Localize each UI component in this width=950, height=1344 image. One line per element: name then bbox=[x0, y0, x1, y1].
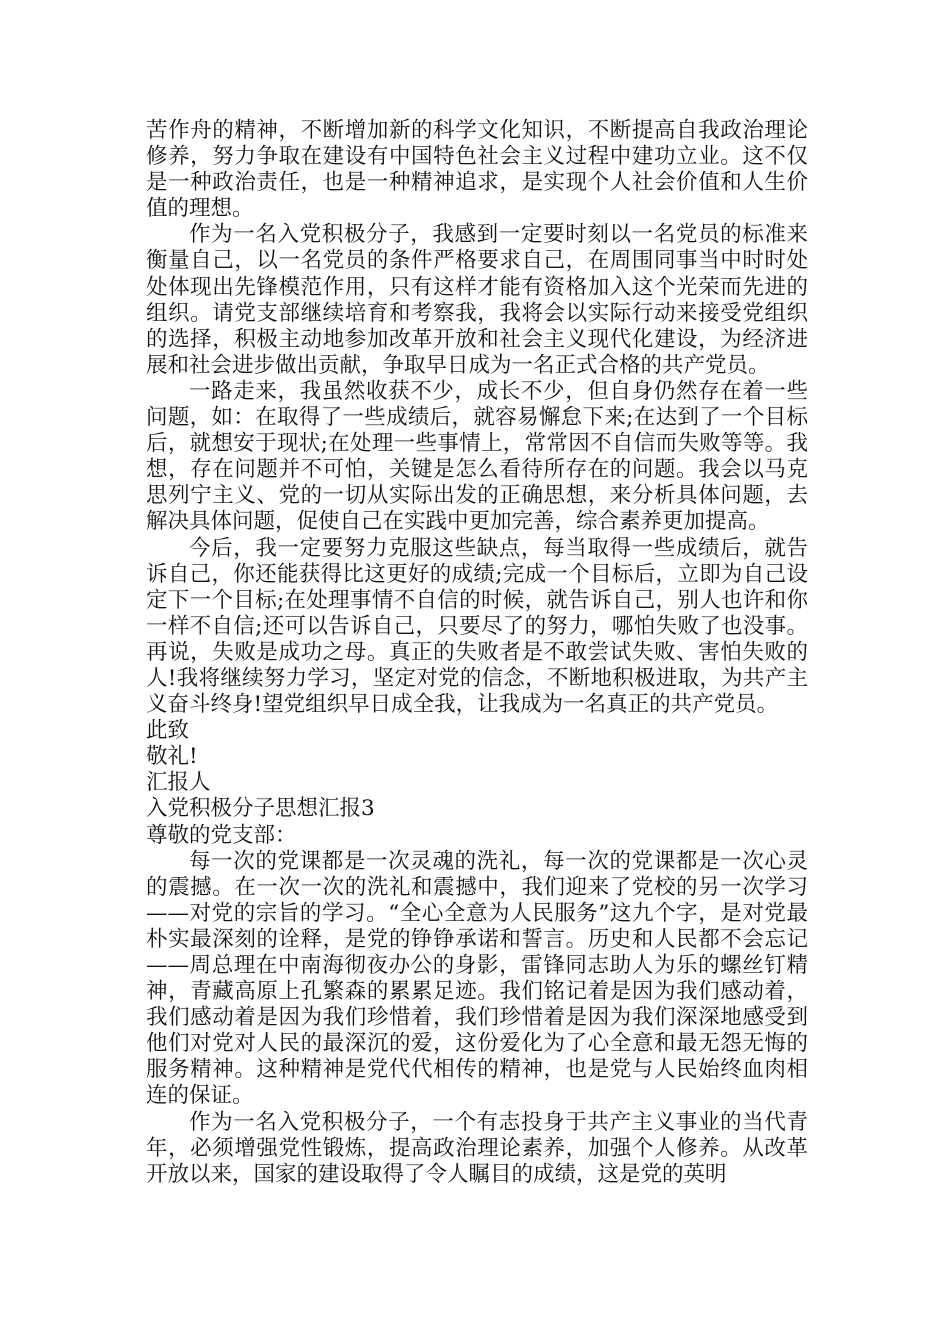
greeting-line: 尊敬的党支部： bbox=[146, 822, 297, 848]
paragraph-future-resolve: 今后，我一定要努力克服这些缺点，每当取得一些成绩后，就告诉自己，你还能获得比这更好的成绩;完成一个目标后，立即为自己设定下一个目标;在处理事情不自信的时候，就告诉自己，别人也许和你一样不自信;还可以告诉自己，只要尽了的努力，哪怕失败了也没事。再说，失败是成功之母。真正的失败者是不敢尝试失败、害怕失败的人!我将继续努力学习，坚定对党的信念，不断地积极进取，为共产主义奋斗终身!望党组织早日成全我，让我成为一名真正的共产党员。 bbox=[146, 535, 808, 718]
paragraph-self-problems: 一路走来，我虽然收获不少，成长不少，但自身仍然存在着一些问题，如：在取得了一些成绩后，就容易懈怠下来;在达到了一个目标后，就想安于现状;在处理一些事情上，常常因不自信而失败等等。我想，存在问题并不可怕，关键是怎么看待所存在的问题。我会以马克思列宁主义、党的一切从实际出发的正确思想，来分析具体问题，去解决具体问题，促使自己在实践中更加完善，综合素养更加提高。 bbox=[146, 378, 808, 535]
document-body bbox=[146, 118, 808, 1188]
paragraph-party-lesson: 每一次的党课都是一次灵魂的洗礼，每一次的党课都是一次心灵的震撼。在一次一次的洗礼和震撼中，我们迎来了党校的另一次学习——对党的宗旨的学习。“全心全意为人民服务”这九个字，是对党最朴实最深刻的诠释，是党的铮铮承诺和誓言。历史和人民都不会忘记——周总理在中南海彻夜办公的身影，雷锋同志助人为乐的螺丝钉精神，青藏高原上孔繁森的累累足迹。我们铭记着是因为我们感动着，我们感动着是因为我们珍惜着，我们珍惜着是因为我们深深地感受到他们对党对人民的最深沉的爱，这份爱化为了心全意和最无怨无悔的服务精神。这种精神是党代代相传的精神，也是党与人民始终血肉相连的保证。 bbox=[146, 848, 808, 1109]
reporter-label: 汇报人 bbox=[146, 770, 211, 796]
paragraph-membership-standard: 作为一名入党积极分子，我感到一定要时刻以一名党员的标准来衡量自己，以一名党员的条件严格要求自己，在周围同事当中时时处处体现出先锋模范作用，只有这样才能有资格加入这个光荣而先进的组织。请党支部继续培育和考察我，我将会以实际行动来接受党组织的选择，积极主动地参加改革开放和社会主义现代化建设，为经济进展和社会进步做出贡献，争取早日成为一名正式合格的共产党员。 bbox=[146, 222, 808, 378]
section-heading: 入党积极分子思想汇报3 bbox=[146, 796, 375, 822]
paragraph-activist-duty: 作为一名入党积极分子，一个有志投身于共产主义事业的当代青年，必须增强党性锻炼，提高政治理论素养，加强个人修养。从改革开放以来，国家的建设取得了令人瞩目的成绩，这是党的英明 bbox=[146, 1109, 808, 1187]
closing-salutation: 此致 bbox=[146, 718, 190, 744]
paragraph-continuation: 苦作舟的精神，不断增加新的科学文化知识，不断提高自我政治理论修养，努力争取在建设有中国特色社会主义过程中建功立业。这不仅是一种政治责任，也是一种精神追求，是实现个人社会价值和人生价值的理想。 bbox=[146, 118, 808, 222]
closing-respect: 敬礼! bbox=[146, 744, 198, 770]
